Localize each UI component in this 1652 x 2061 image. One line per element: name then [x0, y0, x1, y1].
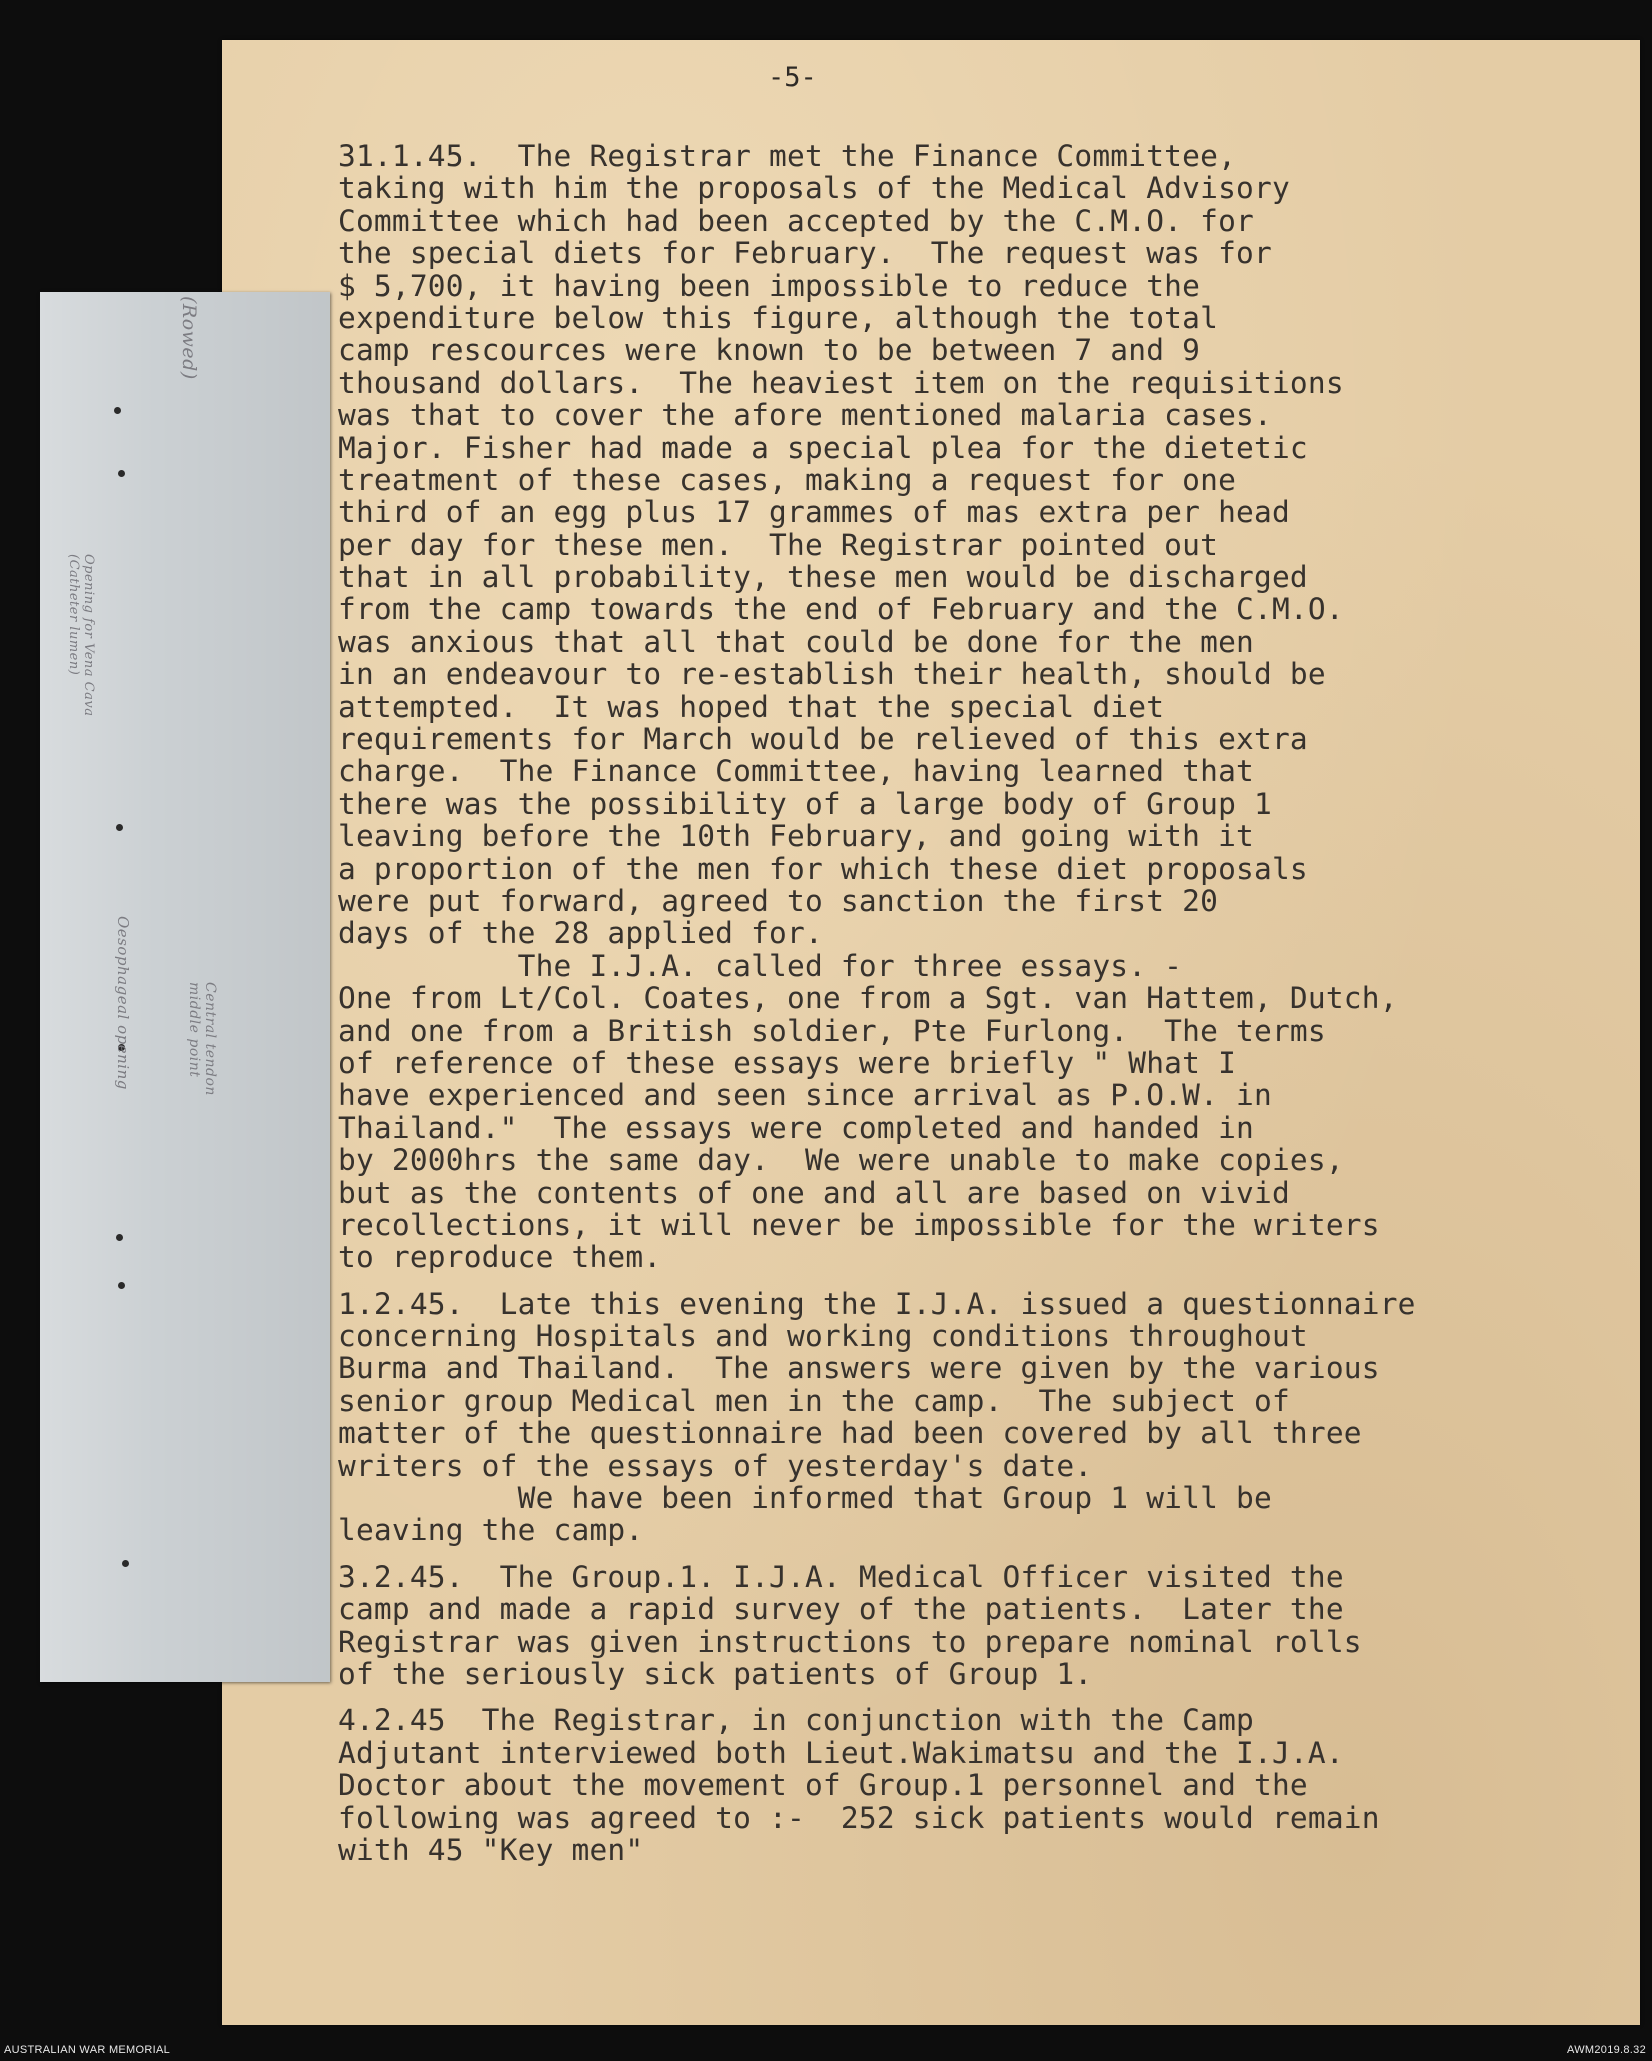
text-line: The I.J.A. called for three essays. - — [338, 948, 1183, 983]
text-line: Major. Fisher had made a special plea for the dietetic — [338, 430, 1308, 465]
footer-institution: AUSTRALIAN WAR MEMORIAL — [4, 2044, 171, 2056]
text-line: Burma and Thailand. The answers were given by the various — [338, 1351, 1380, 1386]
punch-hole — [116, 824, 123, 831]
text-line: was anxious that all that could be done for the men — [338, 624, 1254, 659]
text-line: in an endeavour to re-establish their health, should be — [338, 657, 1326, 692]
text-line: charge. The Finance Committee, having learned that — [338, 754, 1254, 789]
punch-hole — [114, 407, 121, 414]
text-line: We have been informed that Group 1 will be — [338, 1481, 1272, 1516]
text-line: was that to cover the afore mentioned malaria cases. — [338, 398, 1272, 433]
punch-hole — [116, 1234, 123, 1241]
text-line: with 45 "Key men" — [338, 1832, 644, 1867]
text-line: writers of the essays of yesterday's date. — [338, 1448, 1093, 1483]
text-line: leaving before the 10th February, and going with it — [338, 819, 1254, 854]
text-line: 1.2.45. Late this evening the I.J.A. issued a questionnaire — [338, 1286, 1416, 1321]
text-line: requirements for March would be relieved of this extra — [338, 722, 1308, 757]
pencil-note-vena-cava: Opening for Vena Cava (Catheter lumen) — [66, 554, 96, 717]
text-line: recollections, it will never be impossible for the writers — [338, 1207, 1380, 1242]
text-line: matter of the questionnaire had been covered by all three — [338, 1416, 1362, 1451]
text-line: camp rescources were known to be between 7 and 9 — [338, 333, 1201, 368]
pencil-note-rowed: (Rowed) — [178, 296, 200, 380]
diary-entry — [338, 1704, 1578, 1866]
text-line: following was agreed to :- 252 sick patients would remain — [338, 1800, 1380, 1835]
text-line: to reproduce them. — [338, 1240, 662, 1275]
text-line: concerning Hospitals and working conditions throughout — [338, 1319, 1308, 1354]
attached-paper-slip — [40, 292, 330, 1682]
typed-text-body — [338, 140, 1578, 1866]
text-line: Committee which had been accepted by the C.M.O. for — [338, 203, 1254, 238]
text-line: of the seriously sick patients of Group 1. — [338, 1656, 1093, 1691]
text-line: Thailand." The essays were completed and handed in — [338, 1110, 1254, 1145]
text-line: per day for these men. The Registrar pointed out — [338, 527, 1219, 562]
punch-hole — [122, 1560, 129, 1567]
text-line: by 2000hrs the same day. We were unable to make copies, — [338, 1143, 1344, 1178]
punch-hole — [118, 1282, 125, 1289]
text-line: a proportion of the men for which these diet proposals — [338, 851, 1308, 886]
page-number: -5- — [768, 62, 817, 93]
diary-entry — [338, 140, 1578, 1274]
text-line: from the camp towards the end of February and the C.M.O. — [338, 592, 1344, 627]
pencil-note-oesophageal: Oesophageal opening — [114, 916, 132, 1090]
text-line: 4.2.45 The Registrar, in conjunction with the Camp — [338, 1703, 1254, 1738]
text-line: taking with him the proposals of the Medical Advisory — [338, 171, 1290, 206]
text-line: thousand dollars. The heaviest item on the requisitions — [338, 365, 1344, 400]
text-line: the special diets for February. The request was for — [338, 236, 1272, 271]
text-line: but as the contents of one and all are based on vivid — [338, 1175, 1290, 1210]
diary-entry — [338, 1288, 1578, 1547]
pencil-note-central-tendon: Central tendon middle point — [186, 982, 218, 1096]
text-line: expenditure below this figure, although the total — [338, 300, 1219, 335]
punch-hole — [118, 470, 125, 477]
text-line: of reference of these essays were briefly " What I — [338, 1045, 1237, 1080]
text-line: One from Lt/Col. Coates, one from a Sgt. van Hattem, Dutch, — [338, 981, 1398, 1016]
text-line: 31.1.45. The Registrar met the Finance Committee, — [338, 139, 1237, 173]
text-line: $ 5,700, it having been impossible to reduce the — [338, 268, 1201, 303]
text-line: leaving the camp. — [338, 1513, 644, 1548]
text-line: 3.2.45. The Group.1. I.J.A. Medical Officer visited the — [338, 1559, 1344, 1594]
text-line: that in all probability, these men would be discharged — [338, 560, 1308, 595]
text-line: Adjutant interviewed both Lieut.Wakimatsu and the I.J.A. — [338, 1735, 1344, 1770]
text-line: treatment of these cases, making a request for one — [338, 462, 1237, 497]
text-line: there was the possibility of a large body of Group 1 — [338, 786, 1272, 821]
text-line: camp and made a rapid survey of the patients. Later the — [338, 1592, 1344, 1627]
text-line: were put forward, agreed to sanction the first 20 — [338, 883, 1219, 918]
text-line: senior group Medical men in the camp. The subject of — [338, 1383, 1290, 1418]
text-line: and one from a British soldier, Pte Furlong. The terms — [338, 1013, 1326, 1048]
text-line: Doctor about the movement of Group.1 personnel and the — [338, 1768, 1308, 1803]
text-line: days of the 28 applied for. — [338, 916, 823, 951]
text-line: attempted. It was hoped that the special diet — [338, 689, 1165, 724]
text-line: have experienced and seen since arrival as P.O.W. in — [338, 1078, 1272, 1113]
footer-reference: AWM2019.8.32 — [1566, 2044, 1646, 2056]
diary-entry — [338, 1561, 1578, 1691]
text-line: Registrar was given instructions to prepare nominal rolls — [338, 1624, 1362, 1659]
text-line: third of an egg plus 17 grammes of mas extra per head — [338, 495, 1290, 530]
